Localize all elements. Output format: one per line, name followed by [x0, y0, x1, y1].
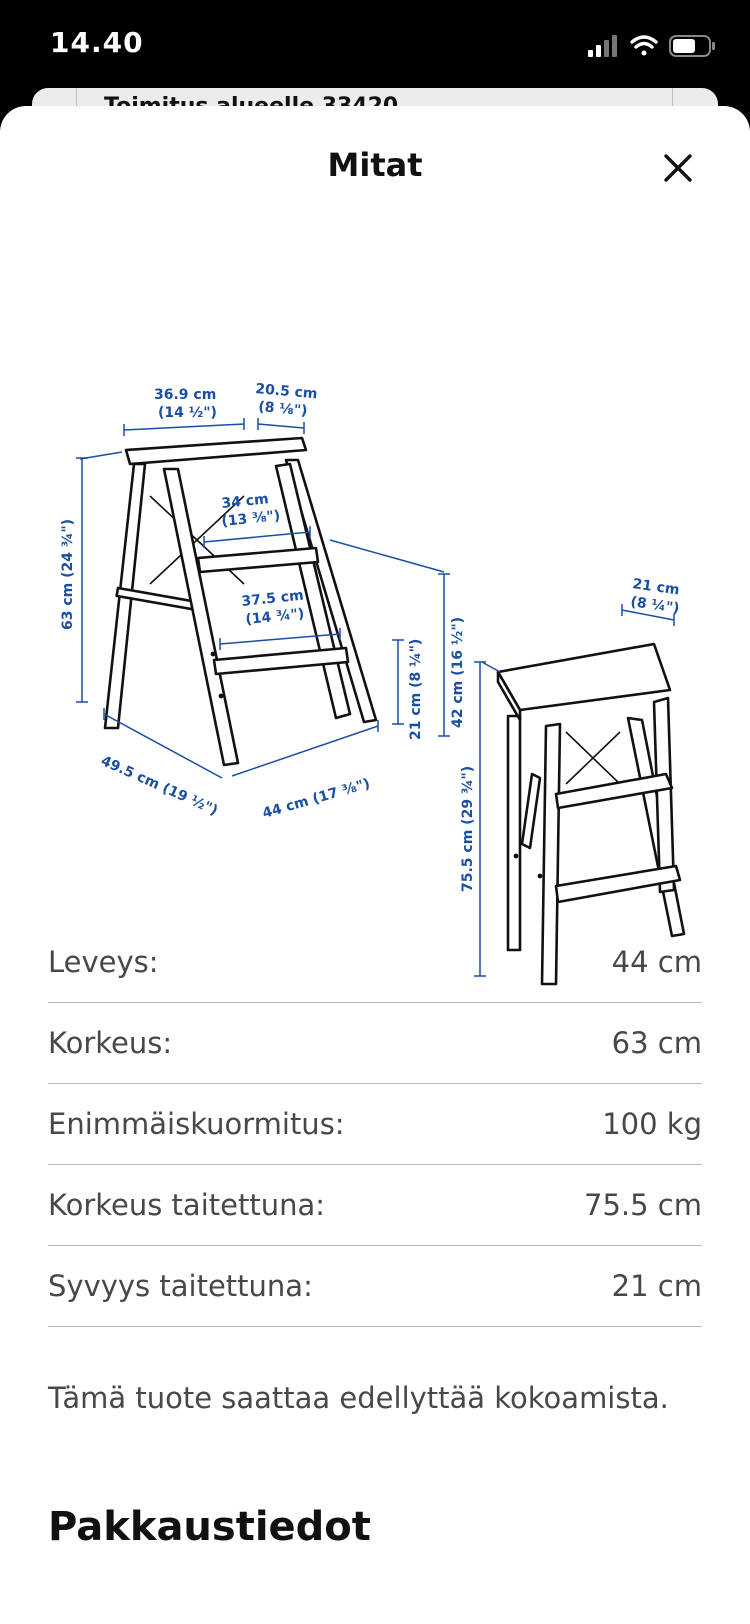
dim-step2-height-in: (16 ½")	[450, 616, 466, 676]
dim-height	[60, 519, 76, 630]
dim-step-upper-in: (13 ⅜")	[220, 507, 282, 530]
dim-top-width-in: (14 ½")	[158, 405, 217, 421]
dim-width	[261, 776, 372, 822]
dim-step-height	[408, 639, 424, 740]
dim-step-height-cm: 21 cm	[408, 692, 424, 740]
close-button[interactable]	[650, 140, 706, 196]
dim-folded-height-cm: 75.5 cm	[460, 829, 476, 892]
signal-icon	[588, 35, 617, 57]
dimensions-diagram	[0, 266, 750, 1026]
dim-top-width-cm: 36.9 cm	[154, 387, 217, 403]
specs-list	[48, 922, 702, 1327]
dim-folded-depth-cm: 21 cm	[631, 576, 681, 599]
spec-label: Syvyys taitettuna:	[48, 1269, 313, 1303]
spec-value: 44 cm	[611, 945, 702, 979]
spec-value: 75.5 cm	[584, 1188, 702, 1222]
battery-icon	[670, 36, 715, 56]
dim-width-in: (17 ⅜")	[310, 775, 372, 808]
sheet-header	[0, 106, 750, 222]
spec-value: 63 cm	[611, 1026, 702, 1060]
dim-step2-height	[450, 617, 466, 728]
dim-step-upper-cm: 34 cm	[220, 491, 270, 512]
spec-value: 100 kg	[602, 1107, 702, 1141]
sheet-title: Mitat	[327, 146, 423, 184]
dim-folded-height	[460, 766, 476, 892]
dim-width-cm: 44 cm	[260, 793, 311, 822]
wifi-icon	[632, 37, 656, 56]
status-icons	[588, 32, 718, 60]
spec-value: 21 cm	[611, 1269, 702, 1303]
spec-label: Leveys:	[48, 945, 159, 979]
dim-height-cm: 63 cm	[60, 582, 76, 630]
status-time: 14.40	[50, 26, 144, 59]
open-step-stool-drawing	[105, 438, 376, 765]
spec-row-folded-depth	[48, 1246, 702, 1327]
spec-row-height	[48, 1003, 702, 1084]
dim-folded-height-in: (29 ¾")	[460, 765, 476, 825]
dim-step-lower-cm: 37.5 cm	[240, 587, 305, 610]
assembly-note: Tämä tuote saattaa edellyttää kokoamista.	[48, 1381, 669, 1415]
spec-label: Korkeus:	[48, 1026, 173, 1060]
dim-depth-in: (19 ½")	[159, 780, 221, 819]
spec-label: Enimmäiskuormitus:	[48, 1107, 345, 1141]
dim-depth	[98, 753, 220, 819]
close-icon	[663, 153, 693, 183]
dim-step-height-in: (8 ¼")	[408, 638, 424, 688]
spec-label: Korkeus taitettuna:	[48, 1188, 326, 1222]
dim-top-depth-in: (8 ⅛")	[257, 399, 309, 420]
dim-height-in: (24 ¾")	[60, 518, 76, 578]
dim-step2-height-cm: 42 cm	[450, 680, 466, 728]
dim-folded-depth-in: (8 ¼")	[629, 594, 681, 617]
dim-step-lower-in: (14 ¾")	[244, 605, 306, 628]
spec-row-width	[48, 922, 702, 1003]
dim-top-depth-cm: 20.5 cm	[254, 381, 319, 403]
dim-depth-cm: 49.5 cm	[98, 753, 162, 793]
spec-row-folded-height	[48, 1165, 702, 1246]
spec-row-max-load	[48, 1084, 702, 1165]
status-bar	[0, 0, 750, 92]
packaging-heading: Pakkaustiedot	[48, 1504, 371, 1550]
